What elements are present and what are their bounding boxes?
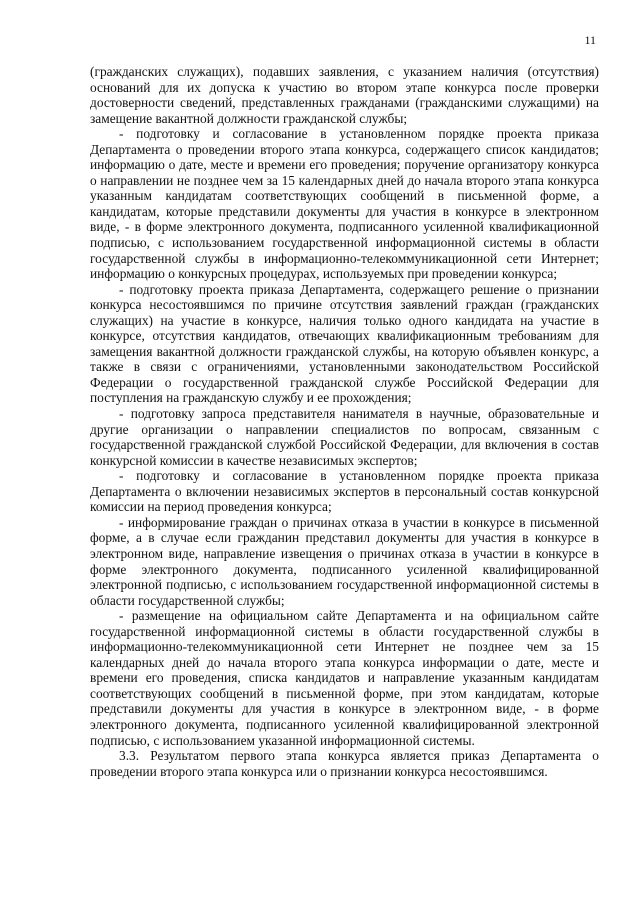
- paragraph-refusal-notice: - информирование граждан о причинах отказа в участии в конкурсе в письменной форме, а в случае если гражданин представил документы для участия в конкурсе в электронном виде, направление извещения о причинах отказа в участии в конкурсе в форме электронного документа, подписанного усиленной квалифицированной электронной подписью, с использованием государственной информационной системы в области государственной службы;: [90, 514, 599, 608]
- paragraph-section-3-3: 3.3. Результатом первого этапа конкурса является приказ Департамента о проведении второго этапа конкурса или о признании конкурса несостоявшимся.: [90, 748, 599, 779]
- paragraph-order-draft: - подготовку и согласование в установленном порядке проекта приказа Департамента о проведении второго этапа конкурса, содержащего список кандидатов; информацию о дате, месте и времени его проведения; поручение организатору конкурса о направлении не позднее чем за 15 календарных дней до начала второго этапа конкурса указанным кандидатам соответствующих сообщений в письменной форме, а кандидатам, которые представили документы для участия в конкурсе в электронном виде, - в форме электронного документа, подписанного усиленной квалификационной подписью, с использованием государственной информационной системы в области государственной службы в информационно-телекоммуникационной сети Интернет; информацию о конкурсных процедурах, используемых при проведении конкурса;: [90, 126, 599, 282]
- paragraph-continuation: (гражданских служащих), подавших заявления, с указанием наличия (отсутствия) оснований для их допуска к участию во втором этапе конкурса после проверки достоверности сведений, представленных гражданами (гражданскими служащими) на замещение вакантной должности гражданской службы;: [90, 64, 599, 126]
- paragraph-expert-order: - подготовку и согласование в установленном порядке проекта приказа Департамента о включении независимых экспертов в персональный состав конкурсной комиссии на период проведения конкурса;: [90, 468, 599, 515]
- paragraph-competition-failed: - подготовку проекта приказа Департамента, содержащего решение о признании конкурса несостоявшимся по причине отсутствия заявлений граждан (гражданских служащих) на участие в конкурсе, наличия только одного кандидата на участие в конкурсе, отсутствия кандидатов, отвечающих квалификационным требованиям для замещения вакантной должности гражданской службы, на которую объявлен конкурс, а также в связи с ограничениями, установленными законодательством Российской Федерации о государственной гражданской службе Российской Федерации для поступления на гражданскую службу и ее прохождения;: [90, 281, 599, 406]
- paragraph-expert-request: - подготовку запроса представителя нанимателя в научные, образовательные и другие организации о направлении специалистов по вопросам, связанным с государственной гражданской службой Российской Федерации, для включения в состав конкурсной комиссии в качестве независимых экспертов;: [90, 406, 599, 468]
- document-body: [90, 64, 599, 779]
- page-number: 11: [584, 33, 596, 47]
- paragraph-website-posting: - размещение на официальном сайте Департамента и на официальном сайте государственной информационной системы в области государственной службы в информационно-телекоммуникационной сети Интернет не позднее чем за 15 календарных дней до начала второго этапа конкурса информации о дате, месте и времени его проведения, списка кандидатов и направление указанным кандидатам соответствующих сообщений в письменной форме, при этом кандидатам, которые представили документы для участия в конкурсе в электронном виде, - в форме электронного документа, подписанного усиленной квалифицированной электронной подписью, с использованием указанной информационной системы.: [90, 608, 599, 748]
